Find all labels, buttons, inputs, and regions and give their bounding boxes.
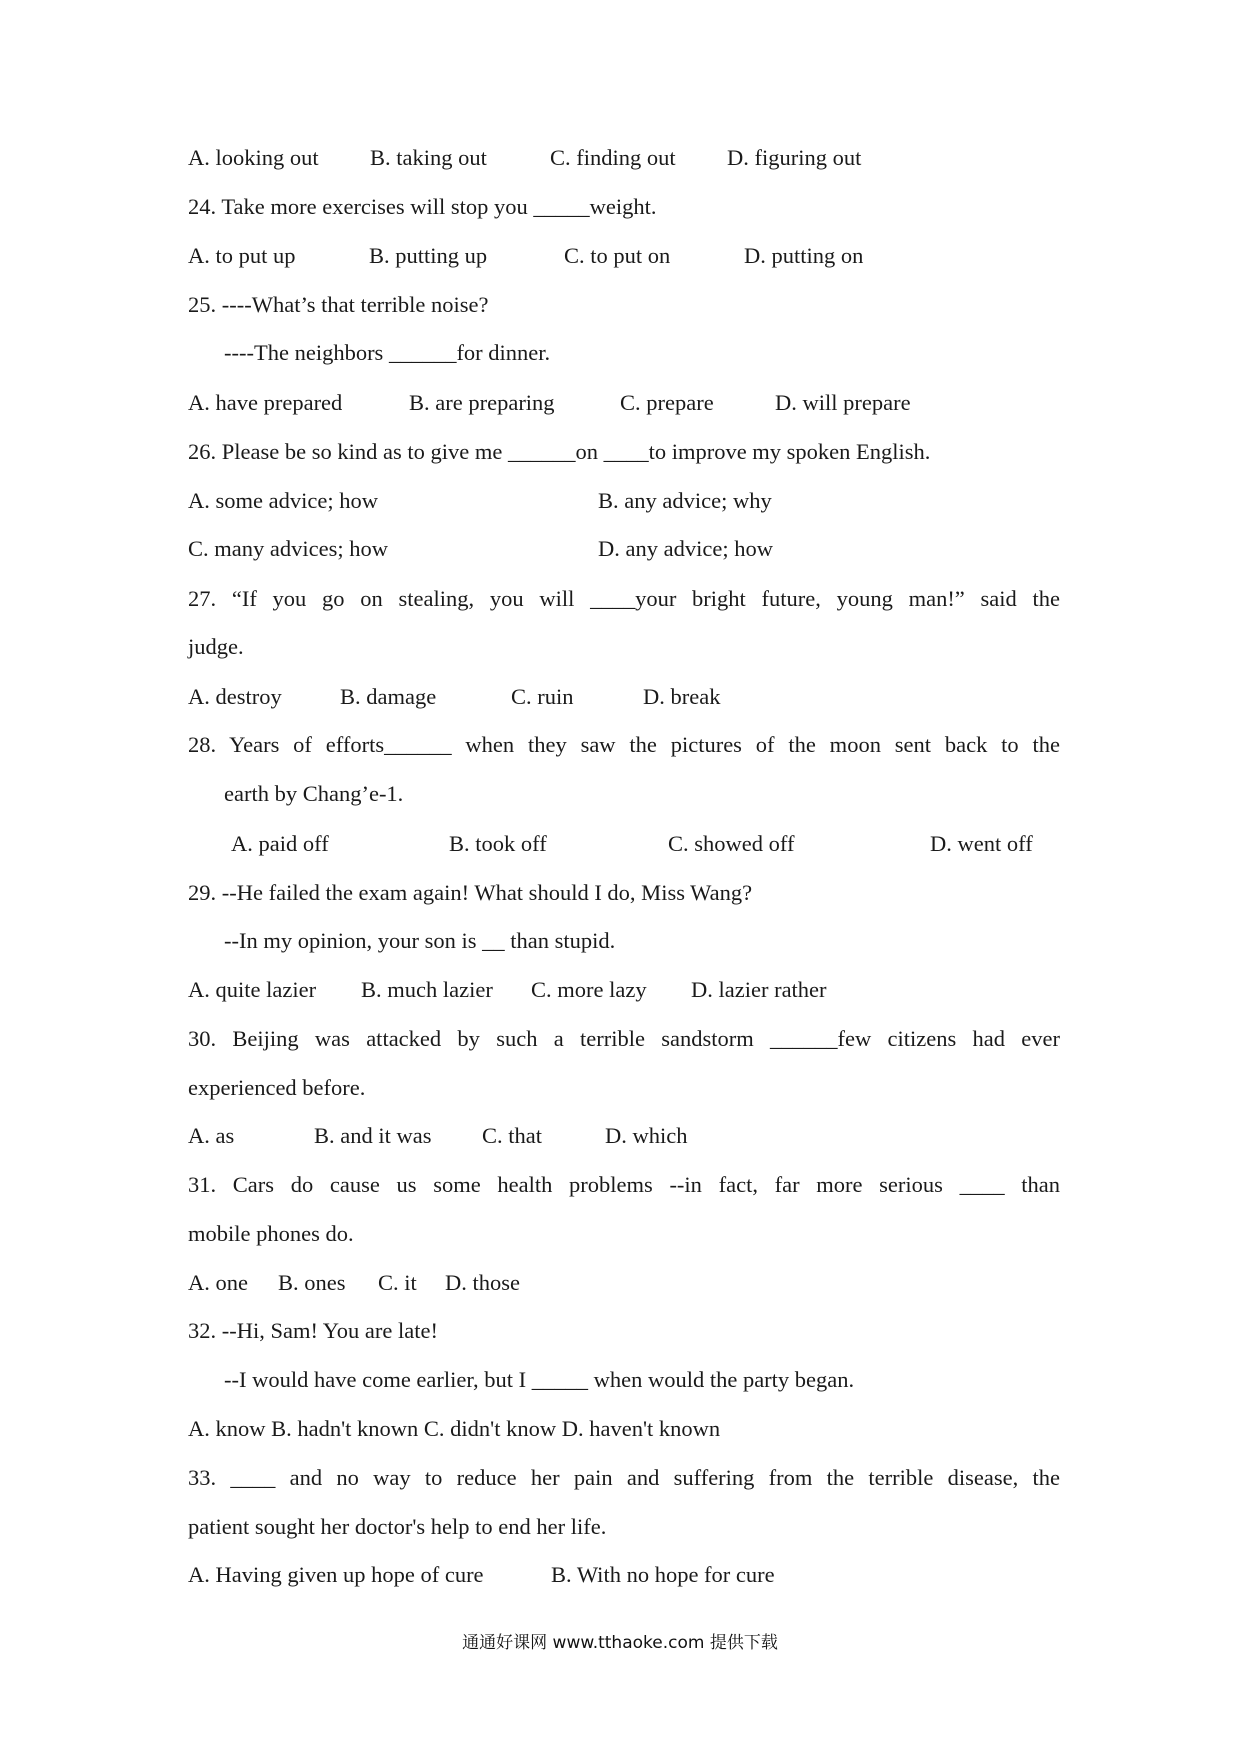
q29-option-d: D. lazier rather [691, 977, 827, 1002]
q30-option-d: D. which [605, 1123, 688, 1148]
q30-stem-line2: experienced before. [188, 1075, 366, 1100]
q33-option-a: A. Having given up hope of cure [188, 1562, 484, 1587]
q27-option-b: B. damage [340, 684, 437, 709]
q32-stem-line1: 32. --Hi, Sam! You are late! [188, 1318, 438, 1343]
q24-option-d: D. putting on [744, 243, 864, 268]
q31-stem-line1: 31. Cars do cause us some health problems --in fact, far more serious ____ than [188, 1172, 1060, 1197]
q27-option-d: D. break [643, 684, 721, 709]
q30-option-b: B. and it was [314, 1123, 432, 1148]
q31-option-b: B. ones [278, 1270, 346, 1295]
q30-option-a: A. as [188, 1123, 235, 1148]
q23-option-d: D. figuring out [727, 145, 862, 170]
q25-option-b: B. are preparing [409, 390, 555, 415]
q29-option-a: A. quite lazier [188, 977, 317, 1002]
q26-stem: 26. Please be so kind as to give me ______on ____to improve my spoken English. [188, 439, 931, 464]
q33-stem-line1: 33. ____ and no way to reduce her pain and suffering from the terrible disease, the [188, 1465, 1060, 1490]
q23-option-b: B. taking out [370, 145, 487, 170]
q25-option-d: D. will prepare [775, 390, 911, 415]
q28-option-a: A. paid off [231, 831, 329, 856]
q27-stem-line2: judge. [188, 634, 244, 659]
q24-option-a: A. to put up [188, 243, 296, 268]
q33-stem-line2: patient sought her doctor's help to end her life. [188, 1514, 607, 1539]
q32-options: A. know B. hadn't known C. didn't know D. haven't known [188, 1416, 721, 1441]
q27-stem-line1: 27. “If you go on stealing, you will ____your bright future, young man!” said the [188, 586, 1060, 611]
q23-option-c: C. finding out [550, 145, 676, 170]
page-footer: 通通好课网 www.tthaoke.com 提供下载 [462, 1633, 778, 1653]
q29-stem-line2: --In my opinion, your son is __ than stupid. [224, 928, 616, 953]
q24-option-c: C. to put on [564, 243, 671, 268]
q26-option-b: B. any advice; why [598, 488, 772, 513]
q26-option-c: C. many advices; how [188, 536, 388, 561]
q24-stem: 24. Take more exercises will stop you _____weight. [188, 194, 657, 219]
q26-option-d: D. any advice; how [598, 536, 773, 561]
q27-option-c: C. ruin [511, 684, 574, 709]
q27-option-a: A. destroy [188, 684, 282, 709]
q29-option-b: B. much lazier [361, 977, 493, 1002]
q31-option-a: A. one [188, 1270, 248, 1295]
q28-option-b: B. took off [449, 831, 547, 856]
q25-stem-line1: 25. ----What’s that terrible noise? [188, 292, 489, 317]
q31-option-c: C. it [378, 1270, 417, 1295]
q25-stem-line2: ----The neighbors ______for dinner. [224, 340, 551, 365]
q23-option-a: A. looking out [188, 145, 319, 170]
q30-option-c: C. that [482, 1123, 542, 1148]
q26-option-a: A. some advice; how [188, 488, 378, 513]
q24-option-b: B. putting up [369, 243, 488, 268]
q31-option-d: D. those [445, 1270, 520, 1295]
q28-option-c: C. showed off [668, 831, 795, 856]
q32-stem-line2: --I would have come earlier, but I _____ when would the party began. [224, 1367, 855, 1392]
q33-option-b: B. With no hope for cure [551, 1562, 775, 1587]
q28-stem-line2: earth by Chang’e-1. [224, 781, 404, 806]
q31-stem-line2: mobile phones do. [188, 1221, 354, 1246]
q25-option-a: A. have prepared [188, 390, 343, 415]
q25-option-c: C. prepare [620, 390, 714, 415]
q29-option-c: C. more lazy [531, 977, 647, 1002]
q30-stem-line1: 30. Beijing was attacked by such a terrible sandstorm ______few citizens had ever [188, 1026, 1060, 1051]
q28-stem-line1: 28. Years of efforts______ when they saw the pictures of the moon sent back to the [188, 732, 1060, 757]
q28-option-d: D. went off [930, 831, 1033, 856]
q29-stem-line1: 29. --He failed the exam again! What should I do, Miss Wang? [188, 880, 753, 905]
